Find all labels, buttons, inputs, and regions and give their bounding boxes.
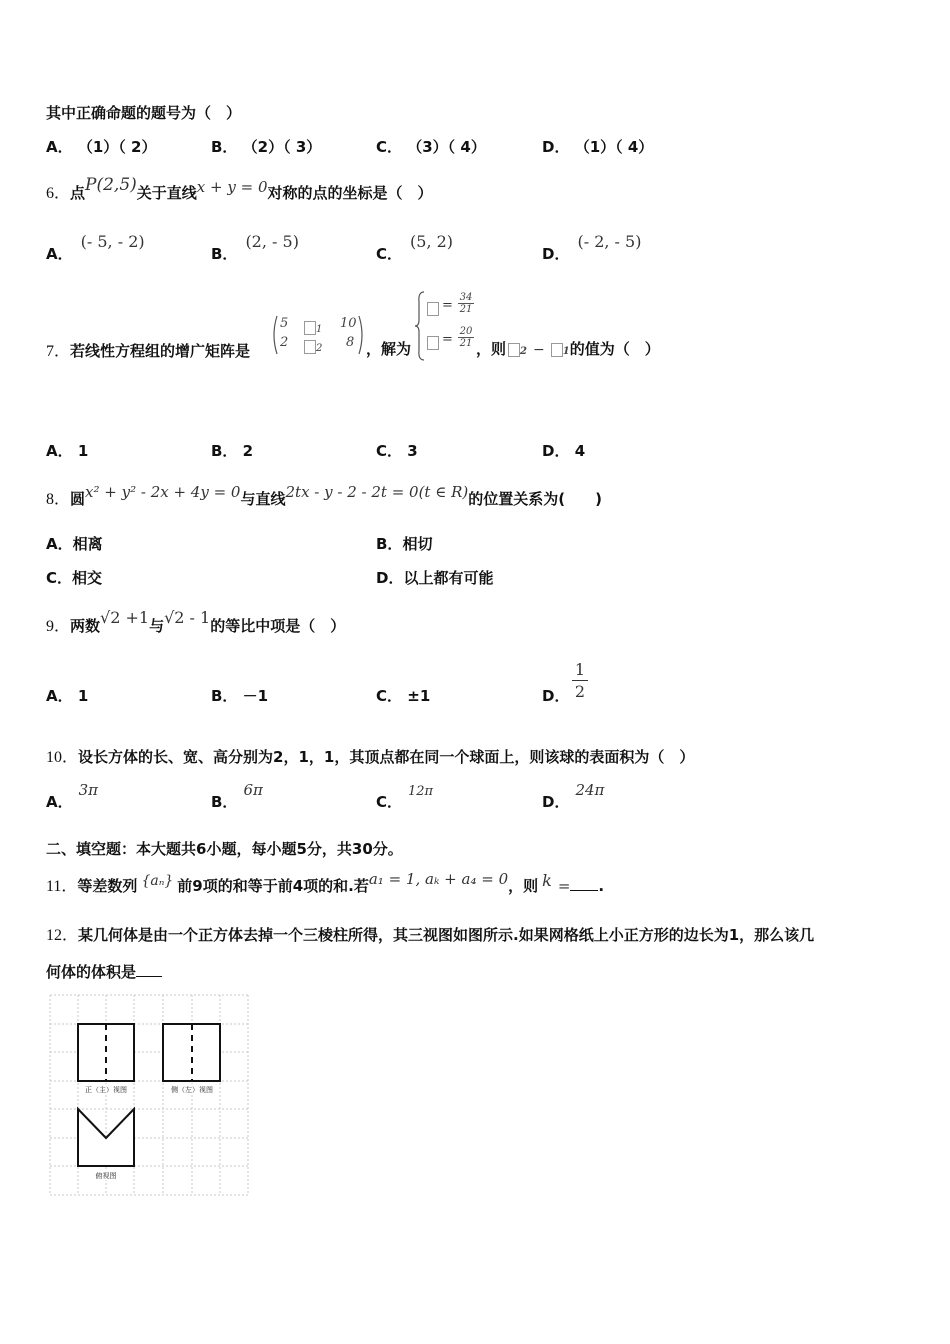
placeholder-glyph — [427, 302, 439, 316]
q7-stem-start: 7．若线性方程组的增广矩阵是 — [46, 342, 251, 360]
section-heading: 二、填空题：本大题共6小题，每小题5分，共30分。 — [46, 840, 403, 858]
q7-option-d: D． 4 — [542, 442, 586, 460]
q11-stem: 11．等差数列 {aₙ} 前9项的和等于前4项的和.若a₁ = 1, aₖ + a₄ = 0，则 k = . — [46, 870, 605, 895]
q6-stem: 6．点P(2,5)关于直线x + y = 0对称的点的坐标是（ ） — [46, 175, 433, 202]
q7-augmented-matrix: 5 1 10 2 2 8 — [270, 314, 366, 356]
q9-option-a: A． 1 — [46, 687, 89, 705]
q5-stem: 其中正确命题的题号为（ ） — [46, 104, 242, 122]
q6-option-b: B．(2, - 5) — [211, 232, 299, 263]
q8-option-c: C．相交 — [46, 569, 103, 587]
q6-option-c: C．(5, 2) — [376, 232, 454, 263]
placeholder-glyph — [427, 336, 439, 350]
q6-line-math: x + y = 0 — [196, 178, 268, 196]
q8-option-d: D．以上都有可能 — [376, 569, 494, 587]
q9-option-c: C． ±1 — [376, 687, 431, 705]
q6-point-math: P(2,5) — [85, 175, 137, 195]
q10-option-d: D．24π — [542, 781, 605, 811]
q11-cond-math: a₁ = 1, aₖ + a₄ = 0 — [368, 870, 509, 888]
side-view — [163, 1024, 220, 1081]
q7-solve-label: ，解为 — [366, 340, 412, 358]
q9-option-d-label: D． — [542, 687, 570, 705]
q10-option-b: B．6π — [211, 781, 263, 811]
q8-option-b: B．相切 — [376, 535, 433, 553]
q11-answer-blank[interactable] — [570, 874, 598, 891]
q6-option-a: A．(- 5, - 2) — [46, 232, 145, 263]
q12-line2: 何体的体积是 — [46, 960, 162, 982]
q7-option-a: A． 1 — [46, 442, 89, 460]
q10-option-c: C．12π — [376, 784, 434, 811]
q9-a-math: √2 +1 — [100, 608, 150, 627]
q9-option-b: B． －1 — [211, 687, 269, 705]
placeholder-glyph — [304, 321, 316, 335]
q10-stem: 10．设长方体的长、宽、高分别为2，1，1，其顶点都在同一个球面上，则该球的表面积为（ ） — [46, 748, 695, 766]
q11-seq-math: {aₙ} — [141, 873, 174, 889]
front-view-label: 正（主）视图 — [85, 1086, 127, 1094]
q5-option-d: D． （1）（ 4） — [542, 138, 654, 156]
q8-option-a: A．相离 — [46, 535, 103, 553]
placeholder-glyph — [508, 343, 520, 357]
top-view-label: 俯视图 — [95, 1172, 117, 1180]
q8-stem: 8．圆x² + y² - 2x + 4y = 0与直线2tx - y - 2 - 2t = 0(t ∈ R)的位置关系为( ) — [46, 483, 602, 508]
q7-option-c: C． 3 — [376, 442, 418, 460]
q5-option-b: B． （2）（ 3） — [211, 138, 322, 156]
q9-option-d-fraction: 1 2 — [572, 660, 588, 703]
q8-circle-math: x² + y² - 2x + 4y = 0 — [85, 483, 241, 501]
placeholder-glyph — [304, 340, 316, 354]
left-brace-icon — [414, 290, 426, 362]
q8-line-math: 2tx - y - 2 - 2t = 0(t ∈ R) — [285, 483, 469, 501]
q9-b-math: √2 - 1 — [164, 608, 211, 627]
placeholder-glyph — [551, 343, 563, 357]
three-view-figure — [48, 993, 252, 1199]
q6-option-d: D．(- 2, - 5) — [542, 232, 642, 263]
q12-line1: 12．某几何体是由一个正方体去掉一个三棱柱所得，其三视图如图所示.如果网格纸上小正方形的边长为1，那么该几 — [46, 926, 815, 944]
side-view-label: 侧（左）视图 — [171, 1086, 213, 1094]
q7-option-b: B． 2 — [211, 442, 254, 460]
q7-solution-system: = 34 21 = 20 21 — [414, 290, 476, 362]
q9-stem: 9．两数√2 +1与√2 - 1的等比中项是（ ） — [46, 608, 346, 635]
q12-answer-blank[interactable] — [136, 960, 162, 977]
top-view — [78, 1109, 134, 1166]
q7-stem-end: ，则 2 − 1的值为（ ） — [476, 340, 660, 358]
q10-option-a: A．3π — [46, 781, 99, 811]
q5-option-a: A． （1）（ 2） — [46, 138, 157, 156]
q5-option-c: C． （3）（ 4） — [376, 138, 486, 156]
front-view — [78, 1024, 134, 1081]
